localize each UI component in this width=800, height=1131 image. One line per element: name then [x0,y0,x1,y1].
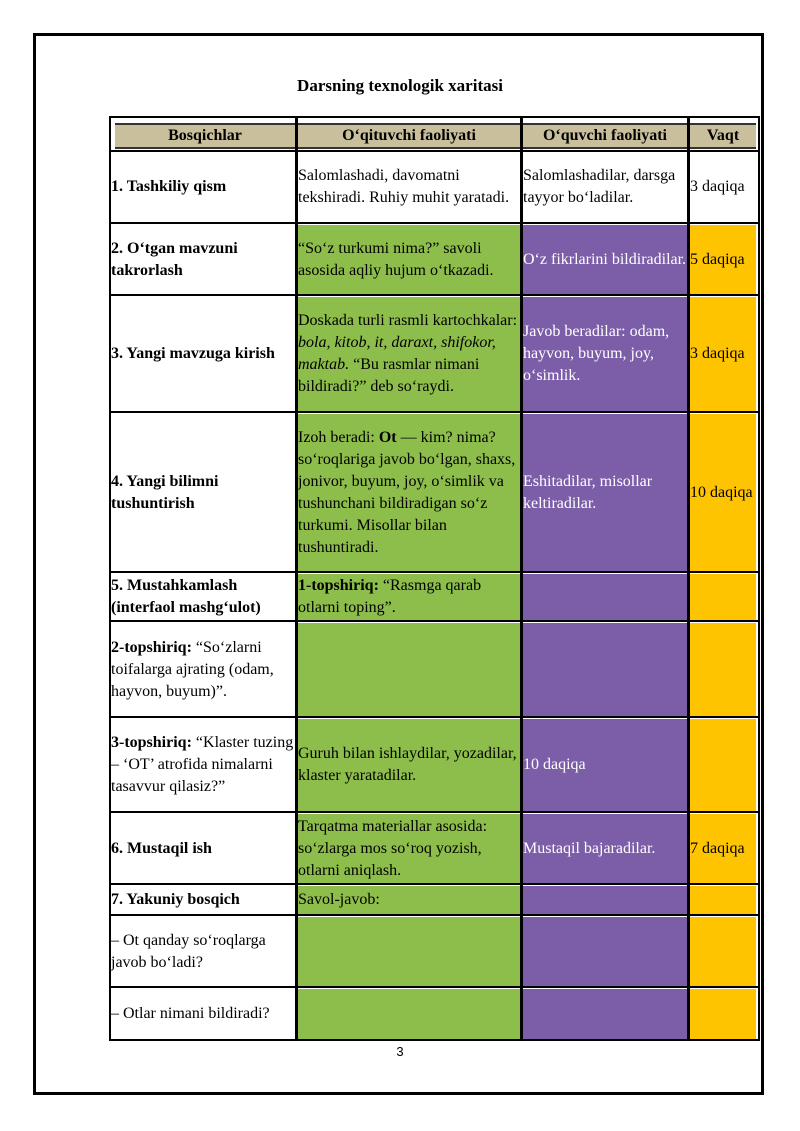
header-student [523,123,687,149]
row-divider [111,411,758,413]
row-10-time [690,917,756,986]
column-divider [295,118,298,1039]
row-10-student [523,917,687,986]
row-7-stage-text [111,732,295,798]
row-8-stage-text: 6. Mustaqil ish [111,839,212,857]
header-stages-label: Bosqichlar [168,127,242,144]
row-divider [111,716,758,718]
row-divider [111,620,758,622]
lesson-map-table [109,116,760,1041]
row-1-teacher [298,152,520,222]
row-5-teacher-text [298,575,520,619]
row-6-stage-text [111,637,295,703]
row-2-time-text: 5 daqiqa [690,250,745,268]
row-9-teacher [298,886,520,914]
row-7-student-text: 10 daqiqa [523,756,586,773]
header-stages [115,123,295,149]
row-7-teacher-text: Guruh bilan ishlaydilar, yozadilar, klaster yaratadilar. [298,745,517,784]
row-1-student-text: Salomlashadilar, darsga tayyor bo‘ladilar. [523,167,676,206]
row-8-teacher [298,814,520,883]
row-11-teacher [298,989,520,1039]
row-8-time-text: 7 daqiqa [690,839,745,857]
row-3-stage [111,297,295,411]
row-4-teacher-pre: Izoh beradi: [298,428,379,446]
row-5-time [690,574,756,620]
row-5-task-label: 1-topshiriq: [298,577,379,594]
row-8-student [523,814,687,883]
header-time [690,123,756,149]
row-11-student [523,989,687,1039]
row-8-student-text: Mustaqil bajaradilar. [523,839,656,857]
header-student-label: O‘quvchi faoliyati [542,127,667,144]
row-3-stage-text: 3. Yangi mavzuga kirish [111,345,275,362]
row-7-stage [111,719,295,811]
row-7-task-text: “Klaster tuzing – ‘OT’ atrofida nimalarni tasavvur qilasiz?” [111,734,294,795]
row-11-time [690,989,756,1039]
row-2-time [690,225,756,294]
row-10-stage-text: – Ot qanday so‘roqlarga javob bo‘ladi? [111,931,266,971]
row-3-student [523,297,687,411]
row-6-task-label: 2-topshiriq: [111,638,192,656]
row-8-stage [111,814,295,883]
row-divider [111,914,758,916]
row-2-student [523,225,687,294]
row-divider [111,222,758,224]
row-3-teacher-pre: Doskada turli rasmli kartochkalar: [298,312,518,329]
row-4-stage [111,414,295,571]
header-teacher [298,123,520,149]
row-9-time [690,886,756,914]
row-5-student [523,574,687,620]
row-2-stage-text: 2. O‘tgan mavzuni takrorlash [111,239,238,279]
row-divider [111,811,758,813]
row-3-teacher-words: bola, kitob, it, daraxt, shifokor, maktab. [298,334,496,373]
page-title: Darsning texnologik xaritasi [297,76,503,95]
row-1-stage [111,152,295,222]
row-10-stage [111,917,295,986]
row-7-student [523,719,687,811]
row-1-time [690,152,756,222]
page-number: 3 [396,1044,404,1059]
row-3-teacher-text [298,310,520,398]
row-3-teacher [298,297,520,411]
header-teacher-label: O‘qituvchi faoliyati [342,127,476,144]
row-8-teacher-text: Tarqatma materiallar asosida: so‘zlarga mos so‘roq yozish, otlarni aniqlash. [298,817,488,879]
row-2-teacher-text: “So‘z turkumi nima?” savoli asosida aqliy hujum o‘tkazadi. [298,239,494,279]
row-3-time-text: 3 daqiqa [690,345,745,362]
row-6-teacher [298,623,520,716]
row-divider [111,294,758,296]
row-1-time-text: 3 daqiqa [690,178,745,195]
row-9-stage-text: 7. Yakuniy bosqich [111,891,240,908]
row-6-task-text: “So‘zlarni toifalarga ajrating (odam, hayvon, buyum)”. [111,638,274,700]
row-7-time [690,719,756,811]
row-10-teacher [298,917,520,986]
row-divider [111,571,758,573]
row-4-teacher-term: Ot [378,428,397,446]
row-6-student [523,623,687,716]
row-4-stage-text: 4. Yangi bilimni tushuntirish [111,472,219,512]
row-11-stage [111,989,295,1039]
row-4-time [690,414,756,571]
row-4-teacher [298,414,520,571]
row-6-stage [111,623,295,716]
column-divider [687,118,690,1039]
row-5-task-text: “Rasmga qarab otlarni toping”. [298,577,482,616]
row-11-stage-text: – Otlar nimani bildiradi? [111,1005,270,1022]
row-4-time-text: 10 daqiqa [690,483,753,501]
header-time-label: Vaqt [706,127,740,144]
row-3-time [690,297,756,411]
row-divider [111,150,758,152]
row-7-teacher [298,719,520,811]
row-4-student-text: Eshitadilar, misollar keltiradilar. [523,472,653,512]
row-9-teacher-text: Savol-javob: [298,891,380,908]
row-4-teacher-text [298,427,520,559]
row-divider [111,986,758,988]
row-4-teacher-post: — kim? nima? so‘roqlariga javob bo‘lgan, shaxs, jonivor, buyum, joy, o‘simlik va tushunchani bildiradigan so‘z turkumi. Misollar bilan tushuntiradi. [298,428,516,556]
row-1-stage-text: 1. Tashkiliy qism [111,178,227,195]
row-1-student [523,152,687,222]
row-2-student-text: O‘z fikrlarini bildiradilar. [523,250,687,268]
row-8-time [690,814,756,883]
row-3-student-text: Javob beradilar: odam, hayvon, buyum, joy, o‘simlik. [523,323,670,384]
row-2-teacher [298,225,520,294]
column-divider [520,118,523,1039]
row-9-stage [111,886,295,914]
row-divider [111,883,758,885]
row-7-task-label: 3-topshiriq: [111,734,192,751]
row-5-teacher [298,574,520,620]
row-5-stage [111,574,295,620]
row-5-stage-text: 5. Mustahkamlash (interfaol mashg‘ulot) [111,577,261,616]
row-6-time [690,623,756,716]
row-4-student [523,414,687,571]
row-3-teacher-post: “Bu rasmlar nimani bildiradi?” deb so‘raydi. [298,356,480,395]
row-9-student [523,886,687,914]
row-1-teacher-text: Salomlashadi, davomatni tekshiradi. Ruhiy muhit yaratadi. [298,167,510,206]
row-2-stage [111,225,295,294]
